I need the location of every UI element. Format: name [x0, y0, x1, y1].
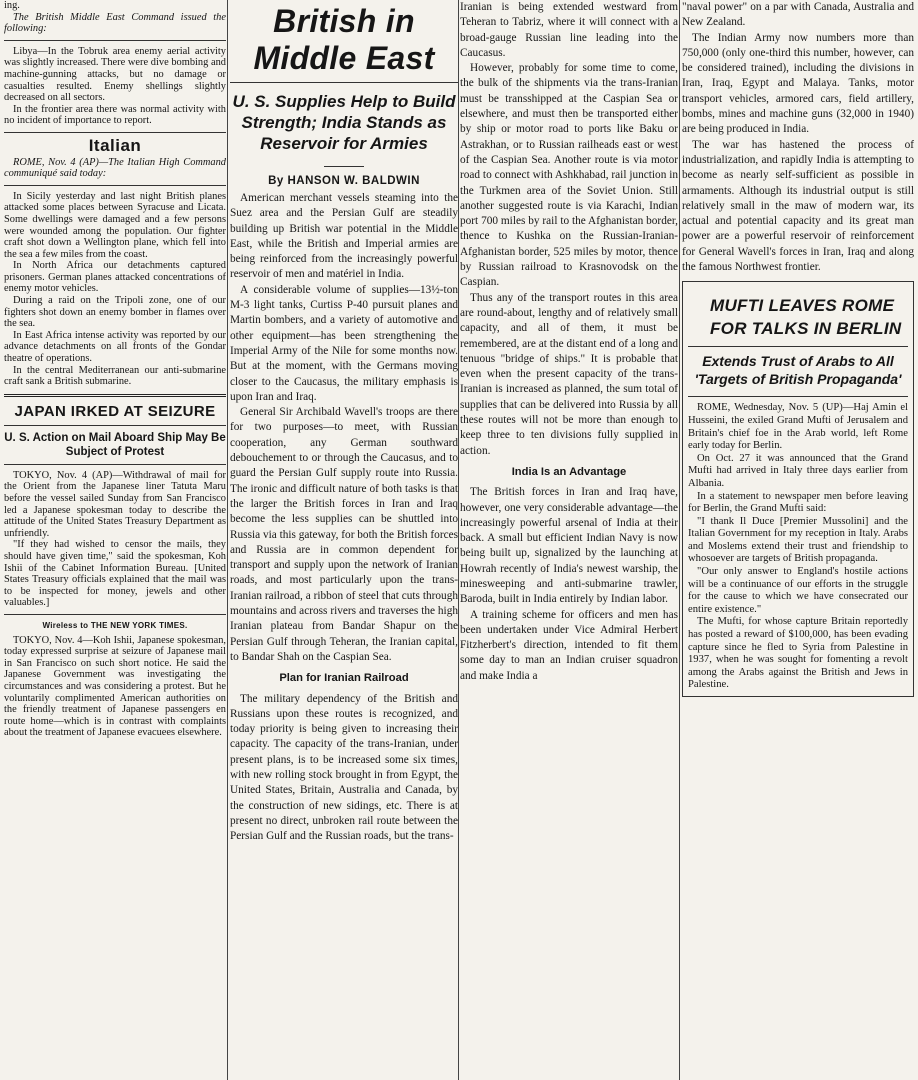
mufti-article: [682, 281, 914, 697]
column-left: [4, 0, 226, 1080]
italian-paragraph: During a raid on the Tripoli zone, one of our fighters shot down an enemy bomber in flames over the sea.: [4, 295, 226, 330]
article-paragraph: A training scheme for officers and men has been undertaken under Vice Admiral Herbert Fitzherbert's direction, intended to fit them some day to man an Indian cruiser squadron and make India a: [460, 608, 678, 682]
column-right: [682, 0, 914, 1080]
article-paragraph: General Sir Archibald Wavell's troops are there for two purposes—to meet, with Russian cooperation, any German southward debouchement to or through the Caucasus, and to guard the Persian Gulf supply route into Russia. The ironic and difficult nature of both tasks is that the larger the British forces in Iran and Iraq become the less supplies can be shuttled into Russia via this gateway, for both the British forces and Russia are in common dependent for transport and supply upon the network of Iranian roads, and most particularly upon the trans-Iranian railroad, a ribbon of steel that cuts through mountains and across rivers and traverses the high Iranian plateau from Bandar Shapur on the Persian Gulf through Teheran, the Iranian capital, to Bandar Shah on the Caspian Sea.: [230, 406, 458, 663]
italian-paragraph: In Sicily yesterday and last night British planes attacked some places between Syracuse and Licata. Some dwellings were damaged and a few persons were wounded among the population. Our fighter craft shot down a Wellington plane, which fell into the sea a few miles from the coast.: [4, 190, 226, 260]
italian-paragraph: In the central Mediterranean our anti-submarine craft sank a British submarine.: [4, 364, 226, 388]
column-rule-3: [679, 0, 680, 1080]
section-divider: [4, 394, 226, 397]
italian-dateline: ROME, Nov. 4 (AP)—The Italian High Command communiqué said today:: [4, 156, 226, 180]
japan-paragraph: TOKYO, Nov. 4 (AP)—Withdrawal of mail for the Orient from the Japanese liner Tatuta Maru before the vessel sailed Sunday from San Francisco led a Japanese spokesman today to describe the attitude of the United States Treasury Department as unfriendly.: [4, 469, 226, 539]
article-paragraph: The military dependency of the British and Russians upon these routes is recognized, and today priority is being given to increasing their capacity. The capacity of the trans-Iranian, under present plans, is to be increased some six times, with new rolling stock brought in from Egypt, the United States, Britain, Australia and Canada, by the construction of new sidings, etc. There is at present no direct, unbroken rail route between the Persian Gulf and the Russian roads, but the trans-: [230, 692, 458, 843]
mufti-heading: [710, 294, 908, 340]
divider: [4, 464, 226, 465]
article-paragraph: The Indian Army now numbers more than 750,000 (only one-third this number, however, can be considered trained), including the divisions in Iran, Iraq, Egypt and Malaya. Tanks, motor transport vehicles, armored cars, field artillery, bombs, mines and machine guns (32,000 in 1940) are being produced in India.: [682, 31, 914, 136]
frontier-paragraph: In the frontier area there was normal activity with no incident of importance to report.: [4, 103, 226, 127]
article-paragraph: Iranian is being extended westward from Teheran to Tabriz, where it will connect with a broad-gauge Russian line leading into the Caucasus.: [460, 1, 678, 59]
italian-paragraph: In North Africa our detachments captured prisoners. German planes attacked concentrations of enemy motor vehicles.: [4, 260, 226, 295]
article-paragraph: Thus any of the transport routes in this area are round-about, lengthy and of relatively small capacity, and all of them, it must be remembered, are at the distant end of a long and tenuous "bridge of ships." It is probable that even when the present capacity of the trans-Iranian is increased as planned, the sum total of supplies that can be delivered into Russia by all these routes will not be more than enough to keep three to ten divisions fully supplied in action.: [460, 291, 678, 457]
main-article-part-3: [682, 0, 914, 275]
article-paragraph: "naval power" on a par with Canada, Australia and New Zealand.: [682, 1, 914, 29]
mufti-heading-line-2: FOR TALKS IN BERLIN: [710, 319, 902, 339]
divider: [688, 346, 908, 347]
japan-paragraph: "If they had wished to censor the mails, they should have given time," said the spokesman, Koh Ishii of the Cabinet Information Bureau. [United States Treasury officials explained that the mail was to be inspected for money, jewels and other valuables.]: [4, 539, 226, 609]
divider: [688, 396, 908, 397]
column-center-right: [460, 0, 678, 1080]
mufti-paragraph: "I thank Il Duce [Premier Mussolini] and the Italian Government for my reception in Italy. Arabs and Moslems extend their trust and friendship to whosoever are targets of British propaganda.: [688, 515, 908, 565]
column-rule-1: [227, 0, 228, 1080]
article-paragraph: However, probably for some time to come, the bulk of the shipments via the trans-Iranian must be transshipped at the Caspian Sea or elsewhere, and must then be transported either by ship or motor road to ports like Baku or Astrakhan, or to Russian railheads east or west of the Caspian Sea. Another route is via motor road to connect with Ashkhabad, rail junction in the Turkmen area of the Soviet Union. Still another suggested route is via Karachi, Indian port 700 miles by rail to the Afghanistan border, thence to Kushka on the Russian-Iranian-Afghanistan border, 525 miles by motor, thence by Russian railroad to Krasnovodsk on the Caspian.: [460, 62, 678, 289]
divider: [4, 614, 226, 615]
libya-paragraph: Libya—In the Tobruk area enemy aerial activity was slightly increased. There were dive bombing and machine-gunning attacks, but no damage or casualties resulted. Enemy shellings slightly decreased on all sectors.: [4, 45, 226, 104]
japan-paragraph: TOKYO, Nov. 4—Koh Ishii, Japanese spokesman, today expressed surprise at seizure of Japanese mail in San Francisco on such short notice. He said the Japanese Government was investigating the circumstances and was considering a protest. But he voluntarily complimented American authorities on the friendly treatment of Japanese passengers en route home—which is in contrast with complaints about the treatment of Japanese evacuees elsewhere.: [4, 634, 226, 739]
main-headline: British in Middle East: [253, 3, 435, 76]
japan-article: [4, 470, 226, 739]
main-article-part-1: [230, 191, 458, 844]
mufti-paragraph: The Mufti, for whose capture Britain reportedly has posted a reward of $100,000, has been evading capture since he fled to Syria from Palestine in 1937, when he was sought for fomenting a revolt among the Arabs against the British and Jews in Palestine.: [688, 616, 908, 691]
italian-paragraph: In East Africa intense activity was reported by our advance detachments on all fronts of the Gondar theatre of operations.: [4, 329, 226, 365]
japan-heading: JAPAN IRKED AT SEIZURE: [14, 402, 216, 420]
subhead-india-advantage: India Is an Advantage: [511, 465, 627, 478]
article-paragraph: The war has hastened the process of industrialization, and rapidly India is attempting to become as nearly self-sufficient as possible in armaments. Although its industrial output is still relatively small in the maw of modern war, its actual and potential capacity and its great man power are a powerful reservoir of reinforcement for General Wavell's forces in Iran, Iraq and along the famous Northwest frontier.: [682, 138, 914, 274]
mufti-paragraph: In a statement to newspaper men before leaving for Berlin, the Grand Mufti said:: [688, 490, 908, 515]
byline: By HANSON W. BALDWIN: [268, 175, 420, 187]
mufti-heading-line-1: MUFTI LEAVES ROME: [710, 296, 895, 316]
war-communiques: [4, 0, 226, 388]
divider: [4, 425, 226, 426]
mufti-paragraph: On Oct. 27 it was announced that the Grand Mufti had arrived in Italy three days earlier from Albania.: [688, 452, 908, 489]
japan-subheading: U. S. Action on Mail Aboard Ship May Be Subject of Protest: [4, 431, 226, 458]
column-center-left: [230, 0, 458, 1080]
british-command-intro: The British Middle East Command issued the following:: [4, 11, 226, 35]
article-paragraph: A considerable volume of supplies—13½-ton M-3 light tanks, Curtiss P-40 pursuit planes and Martin bombers, and a variety of automotive and other equipment—has been strengthening the Imperial Army of the Nile for some months now. But at the moment, with the Germans moving closer to the Caucasus, the military emphasis is upon Iran and Iraq.: [230, 283, 458, 403]
continuation-fragment: ing.: [4, 0, 20, 11]
main-article-part-2: [460, 0, 678, 684]
divider: [230, 82, 458, 83]
divider: [4, 132, 226, 133]
mufti-body: [688, 402, 908, 692]
subhead-iranian-railroad: Plan for Iranian Railroad: [279, 672, 409, 685]
article-paragraph: American merchant vessels steaming into the Suez area and the Persian Gulf are steadily building up British war potential in the Middle East, while the British and Imperial armies are being reinforced from the increasingly powerful reservoir of men and matériel in India.: [230, 192, 458, 281]
wireless-credit: Wireless to THE NEW YORK TIMES.: [42, 620, 188, 630]
article-paragraph: The British forces in Iran and Iraq have, however, one very considerable advantage—the increasingly powerful arsenal of India at their back. A small but efficient Indian Navy is now being built up, signalized by the launching at Howrah recently of India's newest warship, the minesweeping and anti-submarine trawler, Baroda, built in India entirely by Indian labor.: [460, 486, 678, 606]
column-rule-2: [458, 0, 459, 1080]
divider: [4, 40, 226, 41]
divider: [4, 185, 226, 186]
mufti-paragraph: ROME, Wednesday, Nov. 5 (UP)—Haj Amin el Husseini, the exiled Grand Mufti of Jerusalem and Britain's chief foe in the Arab world, left Rome early today for Berlin.: [688, 402, 908, 452]
main-subheadline: U. S. Supplies Help to Build Strength; India Stands as Reservoir for Armies: [232, 92, 456, 153]
mufti-paragraph: "Our only answer to England's hostile actions will be a continuance of our efforts in the struggle for the cause to which we have consecrated our entire existence.": [688, 566, 908, 615]
short-divider: [324, 166, 364, 167]
mufti-subheading: Extends Trust of Arabs to All 'Targets of British Propaganda': [694, 353, 902, 388]
italian-heading: Italian: [88, 135, 142, 155]
